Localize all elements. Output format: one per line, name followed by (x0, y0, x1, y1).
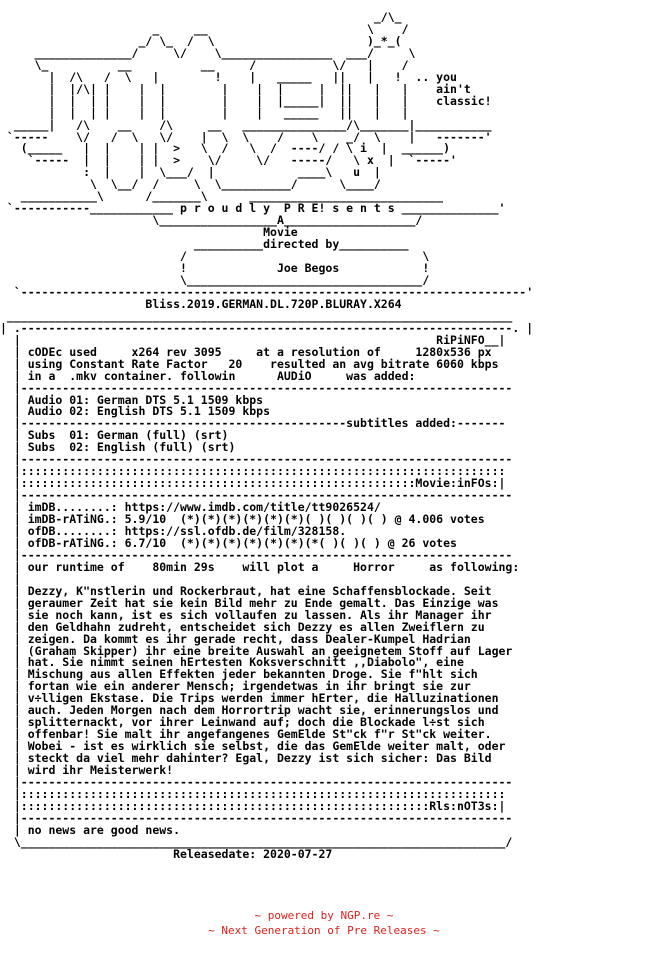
nfo-line: `-------------------------------------------------------------------------' (0, 284, 534, 299)
nfo-line: |:::::::::::::::::::::::::::::::::::::::::::::::::::::::::::::::::::::: (0, 786, 506, 801)
nfo-line: |:::::::::::::::::::::::::::::::::::::::::::::::::::::::::Movie:inFOs:| (0, 476, 506, 491)
nfo-line: ! Joe Begos ! (0, 261, 430, 276)
nfo-line: | splitternackt, vor ihrer Leinwand auf; doch die Blockade l÷st sich (0, 715, 485, 730)
nfo-line: Movie (0, 225, 298, 240)
nfo-line: | Subs 01: German (full) (srt) (0, 428, 229, 443)
nfo-line: _____| /\ __ /\ __ _______________/\_______|___________ (0, 117, 492, 132)
footer-tagline: ~ Next Generation of Pre Releases ~ (208, 924, 440, 937)
nfo-line: | zeigen. Da kommt es ihr gerade recht, dass Dealer-Kumpel Hadrian (0, 631, 471, 646)
nfo-line: | steckt da viel mehr dahinter? Egal, Dezzy ist sich sicher: Das Bild (0, 751, 492, 766)
nfo-line: |:::::::::::::::::::::::::::::::::::::::::::::::::::::::::::Rls:nOT3s:| (0, 798, 506, 813)
nfo-line: : | | \___/ | ____\ u | (0, 165, 381, 180)
nfo-line: Bliss.2019.GERMAN.DL.720P.BLURAY.X264 (0, 296, 402, 311)
nfo-line: | offenbar! Sie malt ihr angefangenes GemElde St"ck f"r St"ck weiter. (0, 727, 492, 742)
nfo-line: | | | | | | | | |_____| || | | classic! (0, 93, 492, 108)
nfo-line: | using Constant Rate Factor 20 resulted an avg bitrate 6060 kbps (0, 356, 499, 371)
nfo-line: |-----------------------------------------------subtitles added:------- (0, 416, 506, 431)
nfo-line: | (Graham Skipper) ihr eine breite Auswahl an geeignetem Stoff auf Lager (0, 643, 513, 658)
nfo-line: Releasedate: 2020-07-27 (0, 846, 333, 861)
nfo-line: |----------------------------------------------------------------------- (0, 380, 513, 395)
nfo-line: |----------------------------------------------------------------------- (0, 452, 513, 467)
nfo-line: __________directed by__________ (0, 237, 409, 252)
nfo-line: \_ __ __ / \/ | / (0, 57, 409, 72)
nfo-line: | RiPiNFO__| (0, 332, 506, 347)
powered-by-text: ~ powered by NGP.re ~ (254, 909, 394, 922)
nfo-line: (_____ | | | | > \ / \ / ----/ / \ i | ______) (0, 141, 451, 156)
nfo-line: _ __ \ / (0, 21, 409, 36)
nfo-line: _/\_ (0, 10, 402, 24)
nfo-line: `-----------____________ p r o u d l y P R E! s e n t s ______________' (0, 201, 506, 216)
nfo-line: | Audio 02: English DTS 5.1 1509 kbps (0, 404, 271, 419)
nfo-line: | /\ / \ | ! | _____ || | ! .. you (0, 69, 457, 84)
nfo-line: | imDB........: https://www.imdb.com/title/tt9026524/ (0, 500, 381, 515)
nfo-line: | Subs 02: English (full) (srt) (0, 440, 236, 455)
nfo-line: | auch. Jeden Morgen nach dem Horrortrip wacht sie, erinnerungslos und (0, 703, 499, 718)
nfo-line: \______________________________________________________________________/ (0, 834, 513, 849)
nfo-line: | Dezzy, K"nstlerin und Rockerbraut, hat eine Schaffensblockade. Seit (0, 583, 492, 598)
nfo-line: | wird ihr Meisterwerk! (0, 763, 174, 778)
nfo-line: | Wobei - ist es wirklich sie selbst, die das GemElde weiter malt, oder (0, 739, 506, 754)
nfo-line: | hat. Sie nimmt seinen hErtesten Koksverschnitt ,,Diabolo", eine (0, 655, 464, 670)
nfo-line: ___________\ /_______\ ____________________________ (0, 189, 444, 204)
nfo-line: |----------------------------------------------------------------------- (0, 547, 513, 562)
nfo-line: / \ (0, 249, 430, 264)
nfo-line: \__________________________________/ (0, 272, 430, 287)
nfo-line: `----- \/ / \ \/ | \ \ / \ _/ \ | -------' (0, 129, 492, 144)
nfo-line: | imDB-rATiNG.: 5.9/10 (*)(*)(*)(*)(*)(*)( )( )( )( ) @ 4.006 votes (0, 512, 485, 527)
nfo-line: _/ \_ / \ )_*_( (0, 33, 402, 48)
nfo-line: _________________________________________________________________________ (0, 308, 513, 323)
nfo-line: | den Geldhahn zudreht, entscheidet sich Dezzy es allen Zweiflern zu (0, 619, 485, 634)
nfo-line: \ \__/ / \ \__________/ \____/ (0, 177, 381, 192)
nfo-line: | .-----------------------------------------------------------------------. | (0, 320, 534, 335)
nfo-line: | our runtime of 80min 29s will plot a Horror as following: (0, 559, 520, 574)
nfo-line: | geraumer Zeit hat sie kein Bild mehr zu Ende gemalt. Das Einzige was (0, 595, 499, 610)
nfo-line: | sie noch kann, ist es sich vollaufen zu lassen. Als ihr Manager ihr (0, 607, 492, 622)
nfo-line: | ofDB-rATiNG.: 6.7/10 (*)(*)(*)(*)(*)(*)(*( )( )( ) @ 26 votes (0, 535, 457, 550)
nfo-line: | no news are good news. (0, 822, 181, 837)
nfo-line: |:::::::::::::::::::::::::::::::::::::::::::::::::::::::::::::::::::::: (0, 464, 506, 479)
nfo-line: | in a .mkv container. followin AUDiO was added: (0, 368, 416, 383)
nfo-line: | | | | | | | | _____ || | | (0, 105, 409, 120)
nfo-line: | |/\| | | | | | | | || | | ain't (0, 81, 471, 96)
nfo-line: | cODEc used x264 rev 3095 at a resolution of 1280x536 px (0, 344, 492, 359)
nfo-line: ______________/ \/ \________________ ___/ \ (0, 45, 416, 60)
nfo-line: \_________________A___________________/ (0, 213, 423, 228)
nfo-line: | v÷lligen Ekstase. Die Trips werden immer hErter, die Halluzinationen (0, 691, 499, 706)
nfo-line: |----------------------------------------------------------------------- (0, 775, 513, 789)
nfo-line: | Audio 01: German DTS 5.1 1509 kbps (0, 392, 264, 407)
nfo-line: | Mischung aus allen Effekten jeder bekannten Droge. Sie f"hlt sich (0, 667, 478, 682)
nfo-line: |----------------------------------------------------------------------- (0, 488, 513, 503)
nfo-line: `----- | | | | > \/ \/ -----/ \ x | `-----' (0, 153, 457, 168)
nfo-line: |----------------------------------------------------------------------- (0, 810, 513, 825)
nfo-line: | fortan wie ein anderer Mensch; irgendetwas in ihr bringt sie zur (0, 679, 471, 694)
nfo-line: | ofDB........: https://ssl.ofdb.de/film/328158. (0, 523, 347, 538)
nfo-line: | (0, 571, 21, 586)
footer (0, 908, 648, 938)
